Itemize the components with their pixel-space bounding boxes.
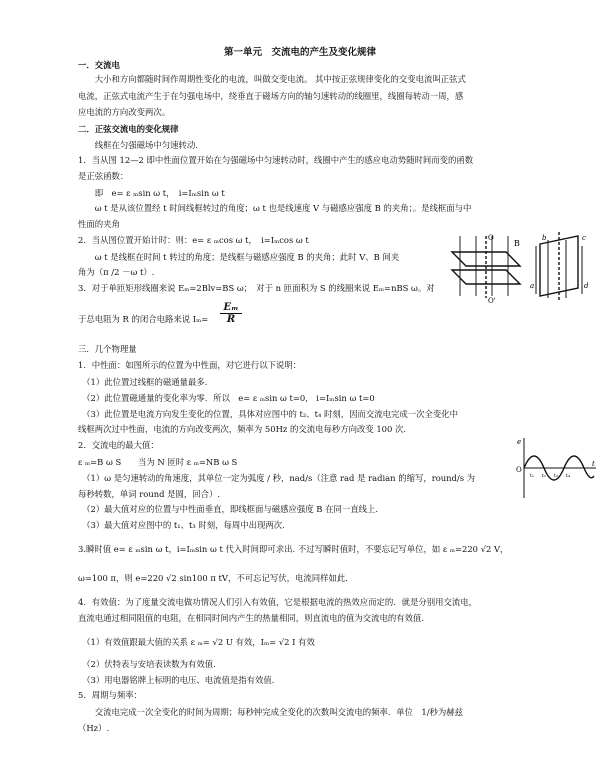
paragraph-line: （3）此位置是电流方向发生变化的位置，具体对应图中的 t₂、t₄ 时刻，因而交流电完成一次全变化中 [78, 409, 459, 419]
paragraph-line: 线框在匀强磁场中匀速转动. [78, 140, 198, 150]
paragraph-line: ω t 是线框在时间 t 转过的角度；是线框与磁感应强度 B 的夹角；此时 V、B 间夹 [78, 252, 400, 262]
section-heading-ac: 一．交流电 [78, 60, 120, 70]
paragraph-line: 3．对于单匝矩形线圈来说 Eₘ=2Blv=BS ω； 对于 n 匝面积为 S 的线圈来说 Eₘ=nBS ω。对 [78, 283, 435, 293]
graph-axes [524, 438, 596, 498]
paragraph-line: （3）最大值对应图中的 t₁、t₃ 时刻，每周中出现两次. [78, 520, 285, 530]
tick-t1: t₁ [530, 473, 535, 479]
section-heading-quantities: 三．几个物理量 [78, 344, 137, 354]
vertex-label-a: a [530, 282, 535, 290]
formula-line: （1）有效值跟最大值的关系 ε ₘ= √2 U 有效，Iₘ= √2 I 有效 [78, 637, 315, 647]
paragraph-line: 1．当从图 12—2 即中性面位置开始在匀强磁场中匀速转动时，线圈中产生的感应电动势随时间而变的函数 [78, 155, 474, 165]
paragraph-line: 1．中性面：如图所示的位置为中性面，对它进行以下说明： [78, 360, 302, 370]
paragraph-line: 5．周期与频率： [78, 690, 142, 700]
paragraph-line: （3）用电器铭牌上标明的电压、电流值是指有效值. [78, 675, 275, 685]
frame-outline [540, 232, 578, 302]
vertex-label-c: c [582, 234, 586, 242]
paragraph-line: 2．交流电的最大值： [78, 440, 159, 450]
paragraph-line: 交流电完成一次全变化的时间为周期；每秒钟完成全变化的次数叫交流电的频率．单位 1/秒为赫兹 [78, 707, 464, 717]
paragraph-line: （1）ω 是匀速转动的角速度，其单位一定为弧度 / 秒，nad/s（注意 rad 是 radian 的缩写，round/s 为 [78, 473, 476, 483]
rotating-frame-diagram [528, 230, 592, 304]
fraction-denominator: R [220, 313, 242, 325]
fraction-em-over-r [220, 302, 242, 325]
axis-label-o2: O' [488, 297, 496, 304]
tick-t2: t₂ [542, 473, 547, 479]
paragraph-line: （1）此位置过线框的磁通量最多. [78, 377, 208, 387]
vertex-label-b: b [542, 234, 547, 242]
tick-t3: t₃ [554, 473, 559, 479]
formula-line: 即 e= ε ₘsin ω t， i=Iₘsin ω t [78, 188, 225, 198]
paragraph-line: 角为（π /2 －ω t）. [78, 267, 155, 277]
paragraph-line: 3.瞬时值 e= ε ₘsin ω t，i=Iₘsin ω t 代入时间即可求出. 不过写瞬时值时，不要忘记写单位，如 ε ₘ=220 √2 V， [78, 544, 509, 554]
paragraph-line: （2）伏特表与安培表读数为有效值. [78, 659, 216, 669]
paragraph-line: 线框两次过中性面，电流的方向改变两次，频率为 50Hz 的交流电每秒方向改变 100 次. [78, 424, 407, 434]
graph-label-e: e [517, 438, 522, 446]
page-title: 第一单元 交流电的产生及变化规律 [223, 47, 376, 58]
paragraph-line: 是正弦函数： [78, 171, 129, 181]
field-label: B [514, 239, 520, 248]
vertex-label-d: d [584, 282, 589, 290]
paragraph-line: 电流，正弦式电流产生于在匀强电场中，绕垂直于磁场方向的轴匀速转动的线圈里，线圈每转动一周，感 [78, 91, 464, 101]
paragraph-line: 性面的夹角 [78, 219, 120, 229]
sine-wave-graph [516, 436, 598, 500]
paragraph-line: 直流电通过相同阻值的电阻，在相同时间内产生的热量相同，则直流电的值为交流电的有效值. [78, 613, 425, 623]
paragraph-line: 大小和方向都随时间作周期性变化的电流，叫做交变电流。 其中按正弦规律变化的交变电流叫正弦式 [78, 74, 466, 84]
coil-in-field-diagram [446, 232, 526, 304]
paragraph-line: ω t 是从该位置经 t 时间线框转过的角度；ω t 也是线速度 V 与磁感应强度 B 的夹角；。是线框面与中 [78, 203, 472, 213]
paragraph-line: 每秒转数，单词 round 是圆，回合）. [78, 489, 221, 499]
paragraph-line: （Hz）. [78, 723, 110, 733]
paragraph-line: 于总电阻为 R 的闭合电路来说 Iₘ= [78, 314, 209, 324]
coil-frame [452, 236, 520, 298]
paragraph-line: ω=100 π，则 e=220 √2 sin100 π tV，不可忘记写伏，电流同样如此. [78, 573, 348, 583]
tick-t4: t₄ [566, 473, 571, 479]
formula-line: 2．当从图位置开始计时：则：e= ε ₘcos ω t， i=Iₘcos ω t [78, 235, 309, 245]
graph-label-t: t [592, 460, 595, 468]
paragraph-line: 应电流的方向改变两次。 [78, 107, 171, 117]
formula-line: ε ₘ=B ω S 当为 N 匝时 ε ₘ=NB ω S [78, 457, 238, 467]
axis-label-o: O [488, 234, 494, 242]
formula-line: （2）此位置磁通量的变化率为零．所以 e= ε ₘsin ω t=0, i=Iₘsin ω t=0 [78, 393, 375, 403]
paragraph-line: 4．有效值：为了度量交流电做功情况人们引入有效值，它是根据电流的热效应而定的．就是分别用交流电， [78, 597, 477, 607]
paragraph-line: （2）最大值对应的位置与中性面垂直，即线框面与磁感应强度 B 在同一直线上. [78, 504, 379, 514]
section-heading-sine: 二．正弦交流电的变化规律 [78, 124, 179, 134]
fraction-numerator: Eₘ [223, 302, 239, 313]
graph-label-o: O [516, 466, 522, 474]
